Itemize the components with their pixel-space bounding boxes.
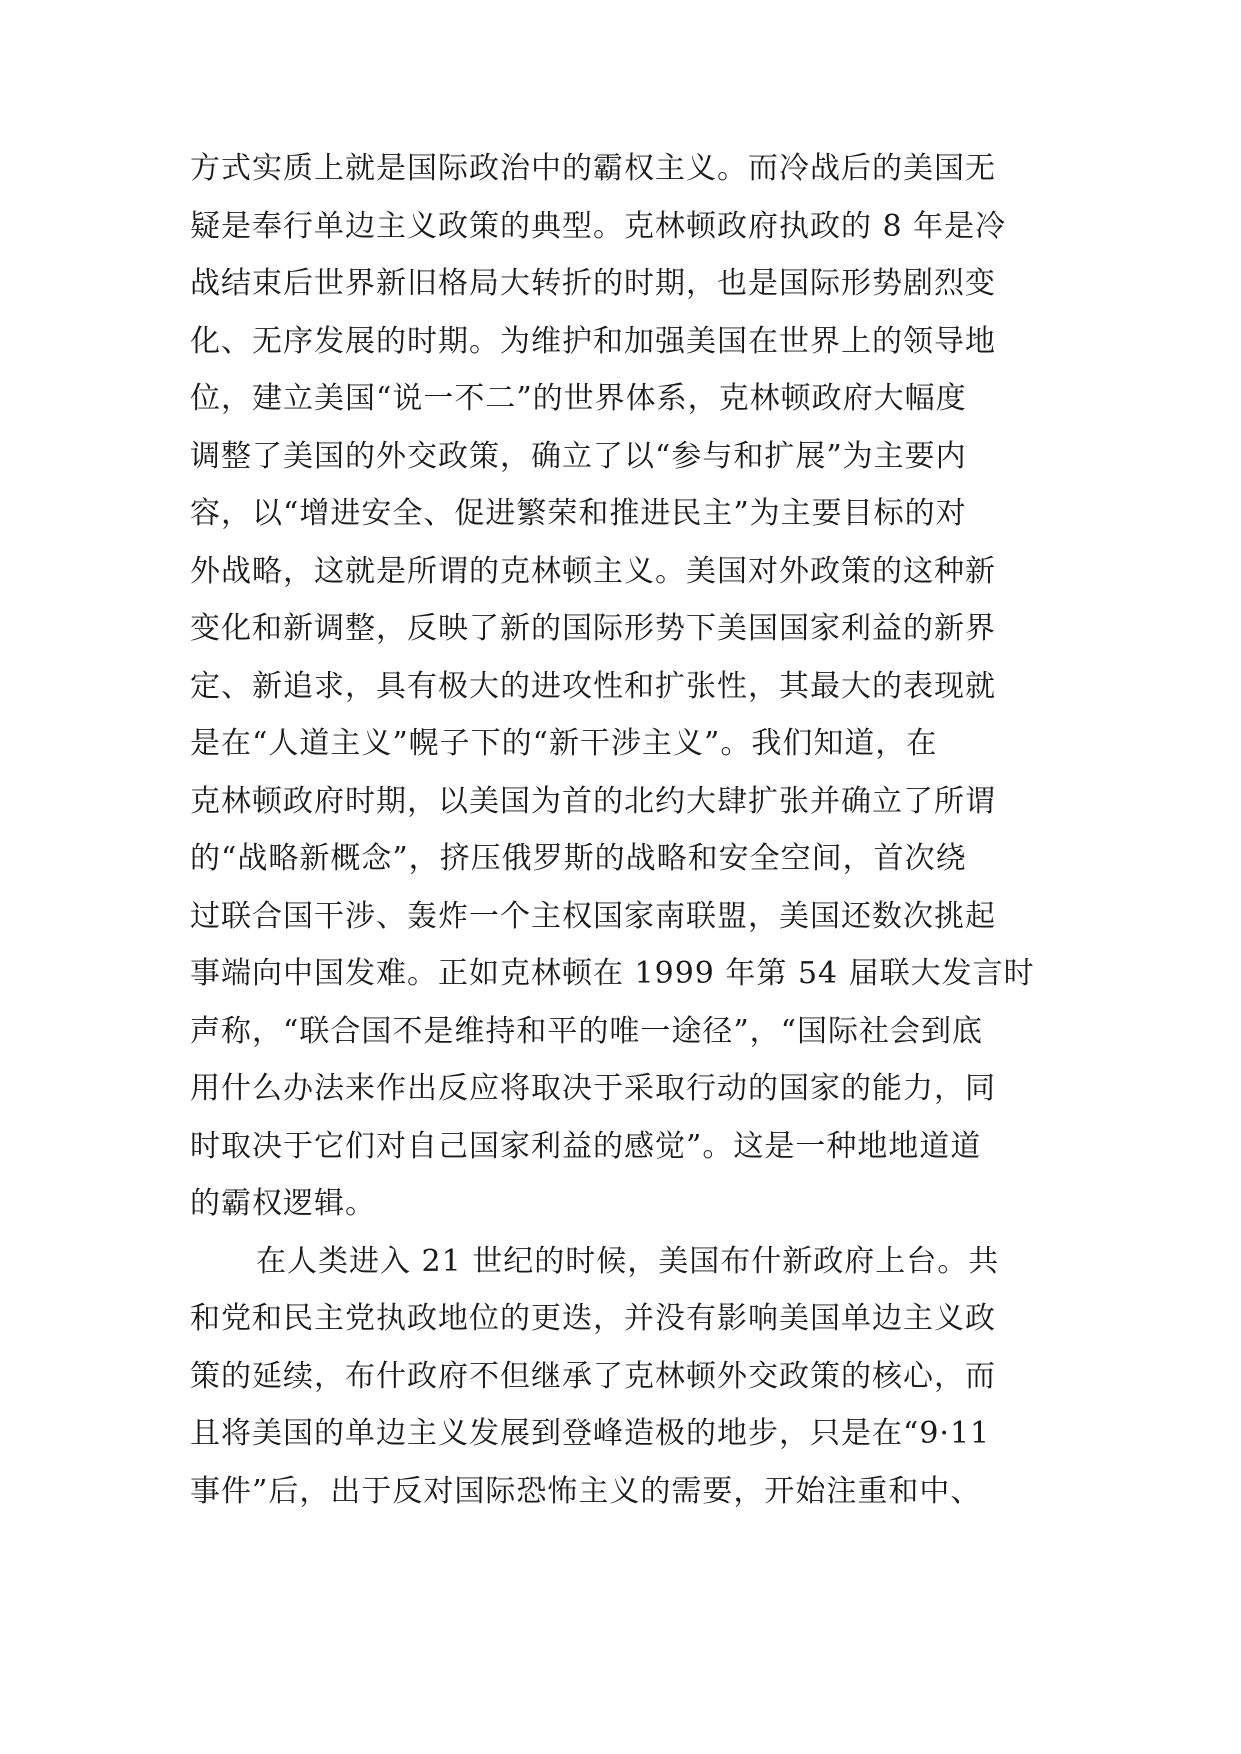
text-line: 方式实质上就是国际政治中的霸权主义。而冷战后的美国无 [190,151,996,186]
text-line: 时取决于它们对自己国家利益的感觉”。这是一种地地道道 [190,1128,982,1164]
text-line: 过联合国干涉、轰炸一个主权国家南联盟，美国还数次挑起 [190,898,996,934]
text-line: 事件”后，出于反对国际恐怖主义的需要，开始注重和中、 [190,1473,982,1509]
text-line: 声称，“联合国不是维持和平的唯一途径”，“国际社会到底 [190,1013,984,1049]
text-line: 调整了美国的外交政策，确立了以“参与和扩展”为主要内 [190,438,967,474]
body-text [190,140,1070,1520]
text-line: 容，以“增进安全、促进繁荣和推进民主”为主要目标的对 [190,496,967,531]
text-line: 的霸权逻辑。 [190,1186,376,1221]
text-line: 的“战略新概念”，挤压俄罗斯的战略和安全空间，首次绕 [190,841,967,876]
text-line: 化、无序发展的时期。为维护和加强美国在世界上的领导地 [190,323,996,359]
text-line: 事端向中国发难。正如克林顿在 1999 年第 54 届联大发言时 [190,956,1035,991]
text-line: 位，建立美国“说一不二”的世界体系，克林顿政府大幅度 [190,381,967,416]
text-line: 且将美国的单边主义发展到登峰造极的地步，只是在“9·11 [190,1416,991,1451]
text-line: 用什么办法来作出反应将取决于采取行动的国家的能力，同 [190,1071,996,1106]
paragraph-first-line: 在人类进入 21 世纪的时候，美国布什新政府上台。共 [256,1243,1000,1279]
text-line: 变化和新调整，反映了新的国际形势下美国国家利益的新界 [190,611,996,646]
text-line: 克林顿政府时期，以美国为首的北约大肆扩张并确立了所谓 [190,783,996,819]
text-line: 策的延续，布什政府不但继承了克林顿外交政策的核心，而 [190,1358,996,1394]
text-line: 定、新追求，具有极大的进攻性和扩张性，其最大的表现就 [190,668,996,704]
text-line: 疑是奉行单边主义政策的典型。克林顿政府执政的 8 年是冷 [190,208,1007,244]
text-line: 是在“人道主义”幌子下的“新干涉主义”。我们知道，在 [190,726,938,761]
text-line: 战结束后世界新旧格局大转折的时期，也是国际形势剧烈变 [190,266,996,301]
text-line: 和党和民主党执政地位的更迭，并没有影响美国单边主义政 [190,1301,996,1336]
text-line: 外战略，这就是所谓的克林顿主义。美国对外政策的这种新 [190,553,996,589]
